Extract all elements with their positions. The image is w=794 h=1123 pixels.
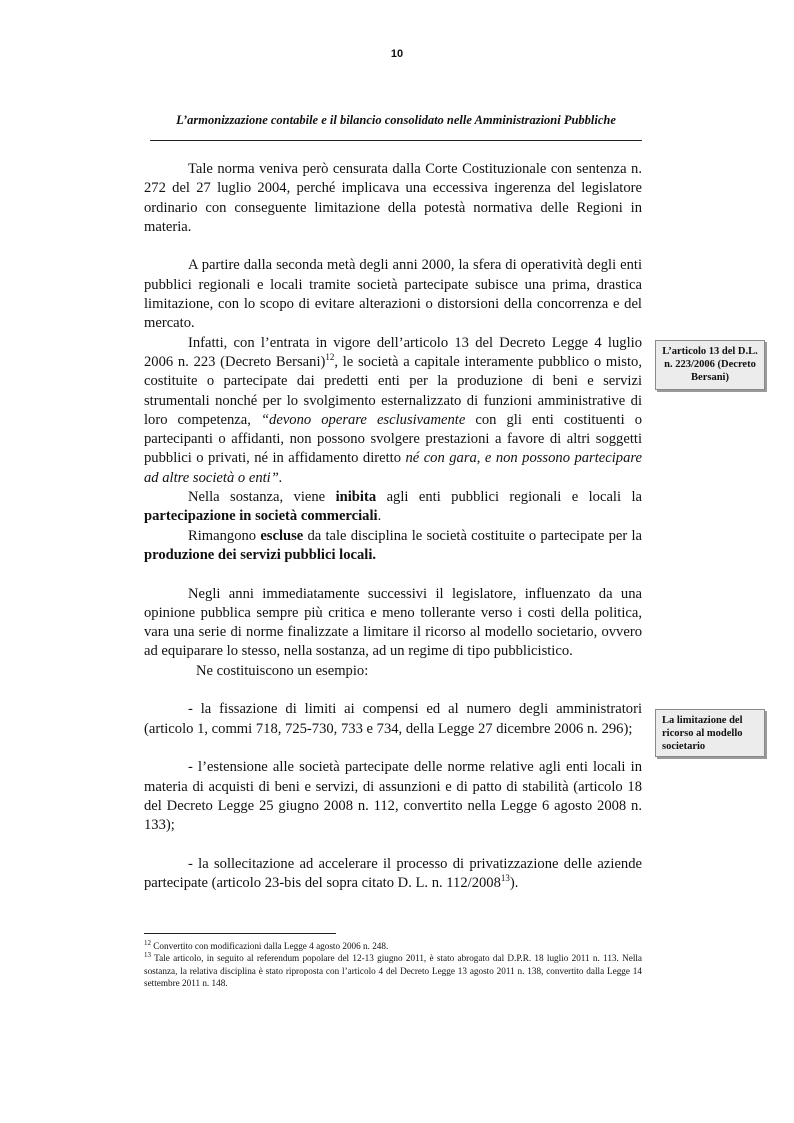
page-number: 10 (390, 48, 404, 60)
paragraph (144, 527, 642, 566)
text-run: agli enti pubblici regionali e locali la (376, 489, 642, 506)
header-rule (150, 140, 642, 141)
footnote-number: 12 (144, 938, 151, 947)
paragraph-gap (144, 237, 642, 256)
paragraph-gap (144, 835, 642, 854)
paragraph-gap (144, 681, 642, 700)
footnote-reference: 13 (500, 873, 510, 884)
list-item: - la fissazione di limiti ai compensi ed al numero degli amministratori (articolo 1, commi 718, 725-730, 733 e 734, della Legge 27 dicembre 2006 n. 296); (144, 701, 642, 737)
paragraph (144, 334, 642, 488)
footnote-text: Convertito con modificazioni dalla Legge 4 agosto 2006 n. 248. (151, 941, 389, 951)
emphasis: inibita (335, 489, 377, 506)
paragraph: Ne costituiscono un esempio: (196, 662, 369, 679)
paragraph-gap (144, 565, 642, 584)
text-run: - la sollecitazione ad accelerare il processo di privatizzazione delle aziende partecipate (articolo 23-bis del sopra citato D. L. n. 112/2008 (144, 855, 642, 891)
body-text (144, 160, 642, 893)
list-item (144, 855, 642, 894)
paragraph-gap (144, 739, 642, 758)
emphasis: produzione dei servizi pubblici locali. (144, 546, 377, 563)
text-run: Nella sostanza, viene (188, 489, 336, 506)
quote: “devono operare esclusivamente (260, 411, 466, 428)
footnote (144, 940, 642, 952)
running-header: L’armonizzazione contabile e il bilancio consolidato nelle Amministrazioni Pubbliche (176, 113, 616, 127)
list-item: - l’estensione alle società partecipate delle norme relative agli enti locali in materia di acquisti di beni e servizi, di assunzioni e di patto di stabilità (articolo 18 del Decreto Legge 25 giugno 2008 n. 112, convertito nella Legge 6 agosto 2008 n. 133); (144, 759, 642, 834)
quote: né con gara, e non possono partecipare ad altre società o enti”. (144, 450, 642, 486)
footnote (144, 952, 642, 989)
footnote-text: Tale articolo, in seguito al referendum popolare del 12-13 giugno 2011, è stato abrogato dal D.P.R. 18 luglio 2011 n. 113. Nella sostanza, la relativa disciplina è stato riproposta con l’articolo 4 del Decreto Legge 13 agosto 2011 n. 138, convertito dalla Legge 14 settembre 2011 n. 148. (144, 953, 642, 989)
footnote-rule (144, 933, 336, 934)
paragraph: A partire dalla seconda metà degli anni 2000, la sfera di operatività degli enti pubblici regionali e locali tramite società partecipate subisce una prima, drastica limitazione, con lo scopo di evitare alterazioni o distorsioni della concorrenza e del mercato. (144, 257, 642, 332)
emphasis: escluse (260, 527, 304, 544)
sidenote-limitazione: La limitazione del ricorso al modello societario (655, 709, 765, 757)
text-run: da tale disciplina le società costituite o partecipate per la (303, 527, 642, 544)
text-run: Infatti, con l’entrata in vigore dell’articolo 13 del Decreto Legge 4 luglio 2006 n. 223 (Decreto Bersani) (144, 334, 642, 370)
emphasis: partecipazione in società commerciali (144, 508, 378, 525)
text-run: con gli enti costituenti o partecipanti o affidanti, non possono svolgere prestazioni a favore di altri soggetti pubblici o privati, né in affidamento diretto (144, 411, 642, 467)
paragraph (144, 488, 642, 527)
footnotes (144, 940, 642, 990)
sidenote-decreto-bersani: L’articolo 13 del D.L. n. 223/2006 (Decreto Bersani) (655, 340, 765, 390)
footnote-reference: 12 (325, 352, 335, 363)
text-run: ). (509, 874, 519, 891)
text-run: . (377, 508, 382, 525)
footnote-number: 13 (144, 951, 151, 960)
paragraph: Tale norma veniva però censurata dalla Corte Costituzionale con sentenza n. 272 del 27 luglio 2004, perché implicava una eccessiva ingerenza del legislatore ordinario con conseguente limitazione della potestà normativa delle Regioni in materia. (144, 161, 642, 235)
text-run: , le società a capitale interamente pubblico o misto, costituite o partecipate dai predetti enti per la produzione di beni e servizi strumentali nonché per lo svolgimento esternalizzato di funzioni amministrative di loro competenza, (144, 353, 642, 428)
paragraph: Negli anni immediatamente successivi il legislatore, influenzato da una opinione pubblica sempre più critica e meno tollerante verso i costi della politica, vara una serie di norme finalizzate a limitare il ricorso al modello societario, ovvero ad equiparare lo stesso, nella sostanza, ad un regime di tipo pubblicistico. (144, 585, 642, 660)
text-run: Rimangono (188, 527, 261, 544)
